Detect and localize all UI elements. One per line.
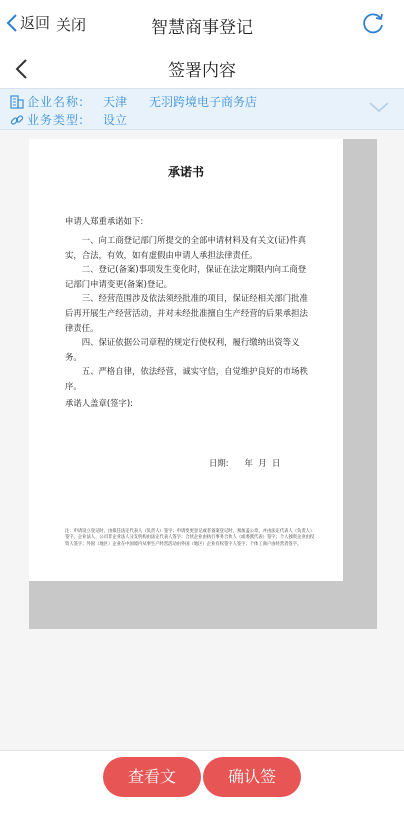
app-title: 智慧商事登记 [151,18,253,38]
document-paragraph: 一、向工商登记部门所提交的全部申请材料及有关文(证)件真实，合法，有效，如有虚假由申请人承担法律责任。 [65,235,307,260]
link-icon [10,113,24,127]
confirm-sign-button[interactable]: 确认签 [203,757,301,797]
signature-label: 承诺人盖章(签字): [65,398,133,408]
document-body [65,233,311,394]
document-paragraph: 三、经营范围涉及依法须经批准的项目，保证经相关部门批准后再开展生产经营活动，并对未经批准擅自生产经营的后果承担法律责任。 [65,293,308,333]
building-icon [10,95,24,109]
company-region: 天津 [103,95,128,109]
document-title: 承诺书 [167,165,204,179]
document-paragraph: 五、严格自律，依法经营，诚实守信，自觉维护良好的市场秩序。 [65,366,308,391]
action-bar [0,750,404,816]
business-info-panel [0,88,404,130]
page-title: 签署内容 [168,61,236,81]
document-intro: 申请人郑重承诺如下: [65,216,144,226]
view-document-button[interactable]: 查看文 [103,757,201,797]
document-viewer[interactable] [0,130,404,750]
back-label: 返回 [20,14,51,32]
business-type-label: 业务类型: [27,113,85,127]
company-name-label: 企业名称: [27,95,85,109]
close-button[interactable]: 关闭 [56,16,87,34]
document-page [29,139,343,581]
chevron-down-icon[interactable] [368,99,390,115]
company-name-value: 无羽跨境电子商务店 [149,95,258,109]
document-paragraph: 四、保证依据公司章程的规定行使权利，履行缴纳出资等义务。 [65,337,300,362]
business-type-row [10,111,149,128]
document-footnote: 注：申请设立登记时，由拟任法定代表人（负责人）签字；申请变更登记或者备案登记时，须加盖公章，并由法定代表人（负责人）签字。企业法人、公司非企业法人分支机构由法定代表人签字；合伙企业由执行事务合伙人（或委派代表）签字；个人独资企业由投资人签字；外国（地区）企业在中国境内从事生产经营活动由外国（地区）企业有权签字人签字；个体工商户由经营者签字。 [65,529,315,547]
top-navigation-bar [0,0,404,48]
business-type-value: 设立 [103,113,128,127]
page-header [0,48,404,88]
document-paragraph: 二、登记(备案)事项发生变化时，保证在法定期限内向工商登记部门申请变更(备案)登记。 [65,264,307,289]
refresh-icon[interactable] [360,11,386,37]
date-label: 日期: 年 月 日 [209,458,281,468]
company-name-row [10,93,257,110]
